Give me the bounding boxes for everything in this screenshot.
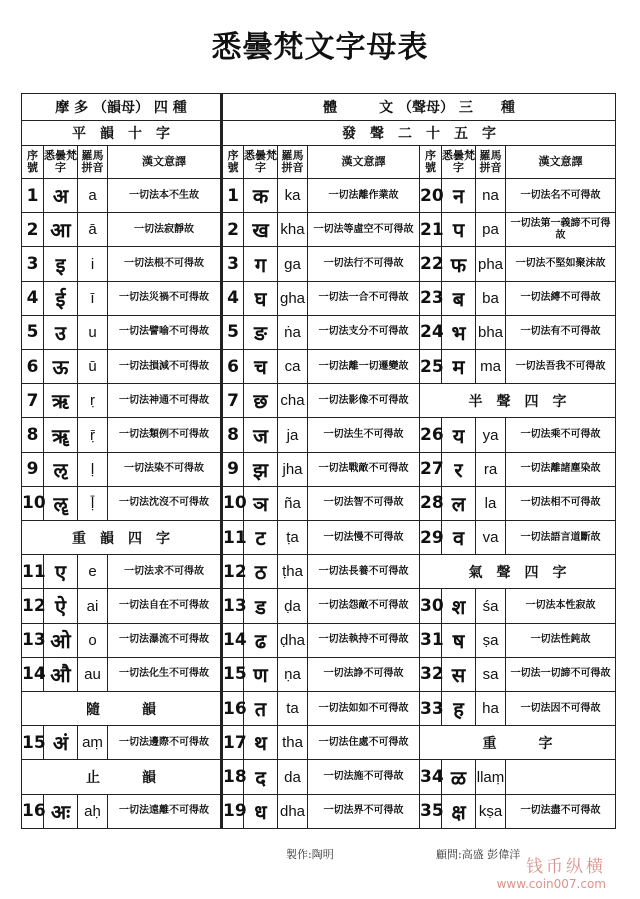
chinese-translation: 一切法一合不可得故	[308, 281, 420, 315]
romanization: i	[78, 247, 108, 281]
chinese-translation: 一切法沈沒不可得故	[108, 486, 222, 520]
siddham-glyph: ह	[442, 692, 476, 726]
table-row	[22, 657, 616, 691]
chinese-translation: 一切法慢不可得故	[308, 521, 420, 555]
chinese-translation: 一切法一切諦不可得故	[506, 657, 616, 691]
advisor-credit: 顧問:高盛 彭偉洋	[436, 848, 521, 861]
chinese-translation: 一切法名不可得故	[506, 179, 616, 213]
siddham-glyph: ष	[442, 623, 476, 657]
romanization: gha	[278, 281, 308, 315]
romanization: la	[476, 486, 506, 520]
letter-number: 20	[420, 179, 442, 213]
romanization: ṭha	[278, 555, 308, 589]
romanization: ṛ	[78, 384, 108, 418]
watermark-text: 钱币纵横	[526, 857, 606, 877]
siddham-glyph: म	[442, 350, 476, 384]
letter-number: 2	[22, 213, 44, 247]
siddham-glyph: ध	[244, 794, 278, 828]
letter-number: 4	[22, 281, 44, 315]
romanization: ḷ	[78, 452, 108, 486]
romanization: jha	[278, 452, 308, 486]
romanization: ṅa	[278, 315, 308, 349]
letter-number: 18	[222, 760, 244, 794]
letter-number: 15	[22, 726, 44, 760]
chinese-translation: 一切法自在不可得故	[108, 589, 222, 623]
letter-number: 26	[420, 418, 442, 452]
siddham-glyph: ठ	[244, 555, 278, 589]
romanization: ma	[476, 350, 506, 384]
romanization: aṃ	[78, 726, 108, 760]
table-row	[22, 247, 616, 281]
siddham-glyph: प	[442, 213, 476, 247]
romanization: ai	[78, 589, 108, 623]
siddham-glyph: ग	[244, 247, 278, 281]
section-breath-consonants: 氣 聲 四 字	[420, 555, 616, 589]
romanization: a	[78, 179, 108, 213]
romanization: ha	[476, 692, 506, 726]
romanization: ta	[278, 692, 308, 726]
siddham-glyph: भ	[442, 315, 476, 349]
romanization: o	[78, 623, 108, 657]
col-header-siddham: 悉曇梵字	[44, 146, 78, 179]
romanization: cha	[278, 384, 308, 418]
letter-number: 24	[420, 315, 442, 349]
siddham-glyph: आ	[44, 213, 78, 247]
letter-number: 8	[222, 418, 244, 452]
chinese-translation: 一切法行不可得故	[308, 247, 420, 281]
table-row	[22, 486, 616, 520]
letter-number: 12	[222, 555, 244, 589]
romanization: ṇa	[278, 657, 308, 691]
siddham-glyph: ज	[244, 418, 278, 452]
romanization: u	[78, 315, 108, 349]
letter-number: 33	[420, 692, 442, 726]
table-row	[22, 384, 616, 418]
letter-number: 25	[420, 350, 442, 384]
chinese-translation: 一切法類例不可得故	[108, 418, 222, 452]
table-row	[22, 315, 616, 349]
letter-number: 7	[22, 384, 44, 418]
romanization: ṣa	[476, 623, 506, 657]
romanization: aḥ	[78, 794, 108, 828]
chinese-translation: 一切法遠離不可得故	[108, 794, 222, 828]
alphabet-table-wrap	[21, 93, 615, 828]
chinese-translation: 一切法語言道斷故	[506, 521, 616, 555]
siddham-glyph: झ	[244, 452, 278, 486]
chinese-translation: 一切法災禍不可得故	[108, 281, 222, 315]
chinese-translation: 一切法怨敵不可得故	[308, 589, 420, 623]
letter-number: 13	[222, 589, 244, 623]
alphabet-table	[21, 93, 616, 829]
romanization: ḹ	[78, 486, 108, 520]
table-row	[22, 418, 616, 452]
chinese-translation: 一切法離諸塵染故	[506, 452, 616, 486]
col-header-translation: 漢文意譯	[308, 146, 420, 179]
siddham-glyph: ओ	[44, 623, 78, 657]
siddham-glyph: थ	[244, 726, 278, 760]
table-row	[22, 692, 616, 726]
letter-number: 7	[222, 384, 244, 418]
romanization: ca	[278, 350, 308, 384]
col-header-no: 序號	[222, 146, 244, 179]
chinese-translation: 一切法譬喻不可得故	[108, 315, 222, 349]
col-header-translation: 漢文意譯	[506, 146, 616, 179]
letter-number: 2	[222, 213, 244, 247]
chinese-translation: 一切法相不可得故	[506, 486, 616, 520]
siddham-glyph: ऌ	[44, 452, 78, 486]
chinese-translation: 一切法化生不可得故	[108, 657, 222, 691]
letter-number: 1	[222, 179, 244, 213]
col-header-translation: 漢文意譯	[108, 146, 222, 179]
chinese-translation: 一切法如如不可得故	[308, 692, 420, 726]
letter-number: 14	[222, 623, 244, 657]
chinese-translation: 一切法有不可得故	[506, 315, 616, 349]
table-row	[22, 521, 616, 555]
romanization: ña	[278, 486, 308, 520]
siddham-glyph: क्ष	[442, 794, 476, 828]
table-row	[22, 213, 616, 247]
romanization: ja	[278, 418, 308, 452]
siddham-glyph: उ	[44, 315, 78, 349]
chinese-translation: 一切法本性寂故	[506, 589, 616, 623]
chinese-translation: 一切法瀑流不可得故	[108, 623, 222, 657]
romanization: ṝ	[78, 418, 108, 452]
romanization: sa	[476, 657, 506, 691]
col-header-siddham: 悉曇梵字	[244, 146, 278, 179]
siddham-glyph: द	[244, 760, 278, 794]
chinese-translation: 一切法縛不可得故	[506, 281, 616, 315]
table-row	[22, 555, 616, 589]
table-row	[22, 623, 616, 657]
table-row	[22, 179, 616, 213]
letter-number: 6	[222, 350, 244, 384]
letter-number: 23	[420, 281, 442, 315]
section-half-consonants: 半 聲 四 字	[420, 384, 616, 418]
letter-number: 16	[222, 692, 244, 726]
letter-number: 22	[420, 247, 442, 281]
letter-number: 1	[22, 179, 44, 213]
chinese-translation: 一切法求不可得故	[108, 555, 222, 589]
siddham-glyph: ङ	[244, 315, 278, 349]
siddham-glyph: ई	[44, 281, 78, 315]
letter-number: 11	[222, 521, 244, 555]
chinese-translation: 一切法寂靜故	[108, 213, 222, 247]
letter-number: 10	[22, 486, 44, 520]
chinese-translation: 一切法邊際不可得故	[108, 726, 222, 760]
chinese-translation	[506, 760, 616, 794]
siddham-glyph: ळ	[442, 760, 476, 794]
letter-number: 6	[22, 350, 44, 384]
siddham-glyph: च	[244, 350, 278, 384]
letter-number: 30	[420, 589, 442, 623]
section-heavy-vowels: 重 韻 四 字	[22, 521, 222, 555]
siddham-glyph: क	[244, 179, 278, 213]
romanization: tha	[278, 726, 308, 760]
siddham-glyph: ऋ	[44, 384, 78, 418]
chinese-translation: 一切法等虛空不可得故	[308, 213, 420, 247]
letter-number: 34	[420, 760, 442, 794]
letter-number: 27	[420, 452, 442, 486]
vowels-header: 摩 多 （韻母） 四 種	[22, 94, 222, 121]
vowel-subheader: 平 韻 十 字	[22, 121, 222, 146]
siddham-glyph: अ	[44, 179, 78, 213]
col-header-roman: 羅馬拼音	[78, 146, 108, 179]
table-row	[22, 281, 616, 315]
letter-number: 16	[22, 794, 44, 828]
chinese-translation: 一切法住處不可得故	[308, 726, 420, 760]
page-title: 悉曇梵文字母表	[211, 30, 429, 65]
letter-number: 9	[22, 452, 44, 486]
table-row	[22, 726, 616, 760]
letter-number: 12	[22, 589, 44, 623]
letter-number: 17	[222, 726, 244, 760]
watermark	[497, 852, 606, 891]
siddham-glyph: ल	[442, 486, 476, 520]
watermark-url: www.coin007.com	[496, 877, 606, 891]
romanization: na	[476, 179, 506, 213]
chinese-translation: 一切法支分不可得故	[308, 315, 420, 349]
letter-number: 28	[420, 486, 442, 520]
siddham-glyph: ख	[244, 213, 278, 247]
letter-number: 13	[22, 623, 44, 657]
chinese-translation: 一切法不堅如聚沫故	[506, 247, 616, 281]
col-header-siddham: 悉曇梵字	[442, 146, 476, 179]
chinese-translation: 一切法界不可得故	[308, 794, 420, 828]
romanization: ra	[476, 452, 506, 486]
romanization: e	[78, 555, 108, 589]
letter-number: 5	[22, 315, 44, 349]
letter-number: 5	[222, 315, 244, 349]
romanization: pa	[476, 213, 506, 247]
siddham-glyph: ड	[244, 589, 278, 623]
siddham-glyph: फ	[442, 247, 476, 281]
chinese-translation: 一切法執持不可得故	[308, 623, 420, 657]
letter-number: 19	[222, 794, 244, 828]
chinese-translation: 一切法智不可得故	[308, 486, 420, 520]
romanization: au	[78, 657, 108, 691]
chinese-translation: 一切法施不可得故	[308, 760, 420, 794]
chinese-translation: 一切法本不生故	[108, 179, 222, 213]
chinese-translation: 一切法神通不可得故	[108, 384, 222, 418]
letter-number: 21	[420, 213, 442, 247]
maker-credit: 製作:陶明	[286, 848, 334, 861]
section-double-consonants: 重 字	[420, 726, 616, 760]
table-row	[22, 350, 616, 384]
romanization: pha	[476, 247, 506, 281]
col-header-no: 序號	[22, 146, 44, 179]
chinese-translation: 一切法諍不可得故	[308, 657, 420, 691]
letter-number: 32	[420, 657, 442, 691]
letter-number: 35	[420, 794, 442, 828]
siddham-glyph: ॡ	[44, 486, 78, 520]
letter-number: 15	[222, 657, 244, 691]
siddham-glyph: श	[442, 589, 476, 623]
siddham-glyph: ब	[442, 281, 476, 315]
col-header-roman: 羅馬拼音	[278, 146, 308, 179]
siddham-glyph: ऊ	[44, 350, 78, 384]
chinese-translation: 一切法因不可得故	[506, 692, 616, 726]
table-row	[22, 794, 616, 828]
siddham-glyph: न	[442, 179, 476, 213]
romanization: ī	[78, 281, 108, 315]
romanization: śa	[476, 589, 506, 623]
romanization: ṭa	[278, 521, 308, 555]
letter-number: 31	[420, 623, 442, 657]
table-row	[22, 452, 616, 486]
romanization: dha	[278, 794, 308, 828]
letter-number: 29	[420, 521, 442, 555]
chinese-translation: 一切法吾我不可得故	[506, 350, 616, 384]
chinese-translation: 一切法離作業故	[308, 179, 420, 213]
siddham-glyph: ए	[44, 555, 78, 589]
letter-number: 14	[22, 657, 44, 691]
letter-number: 8	[22, 418, 44, 452]
romanization: kṣa	[476, 794, 506, 828]
siddham-glyph: ऐ	[44, 589, 78, 623]
romanization: kha	[278, 213, 308, 247]
siddham-glyph: ढ	[244, 623, 278, 657]
siddham-glyph: औ	[44, 657, 78, 691]
siddham-glyph: व	[442, 521, 476, 555]
chinese-translation: 一切法根不可得故	[108, 247, 222, 281]
romanization: ḍha	[278, 623, 308, 657]
siddham-glyph: ण	[244, 657, 278, 691]
chinese-translation: 一切法長養不可得故	[308, 555, 420, 589]
siddham-glyph: इ	[44, 247, 78, 281]
chinese-translation: 一切法影像不可得故	[308, 384, 420, 418]
siddham-glyph: स	[442, 657, 476, 691]
letter-number: 11	[22, 555, 44, 589]
siddham-glyph: ॠ	[44, 418, 78, 452]
siddham-glyph: अं	[44, 726, 78, 760]
chinese-translation: 一切法染不可得故	[108, 452, 222, 486]
siddham-glyph: त	[244, 692, 278, 726]
col-header-roman: 羅馬拼音	[476, 146, 506, 179]
chinese-translation: 一切法性鈍故	[506, 623, 616, 657]
section-sui-vowel: 隨 韻	[22, 692, 222, 726]
romanization: llaṃ	[476, 760, 506, 794]
letter-number: 10	[222, 486, 244, 520]
romanization: da	[278, 760, 308, 794]
romanization: ga	[278, 247, 308, 281]
chinese-translation: 一切法乘不可得故	[506, 418, 616, 452]
chinese-translation: 一切法戰敵不可得故	[308, 452, 420, 486]
siddham-glyph: र	[442, 452, 476, 486]
romanization: ḍa	[278, 589, 308, 623]
siddham-glyph: ट	[244, 521, 278, 555]
consonants-header: 體 文 （聲母） 三 種	[222, 94, 616, 121]
romanization: ū	[78, 350, 108, 384]
section-zhi-vowel: 止 韻	[22, 760, 222, 794]
consonant-subheader: 發 聲 二 十 五 字	[222, 121, 616, 146]
romanization: ka	[278, 179, 308, 213]
col-header-no: 序號	[420, 146, 442, 179]
romanization: ya	[476, 418, 506, 452]
siddham-glyph: ञ	[244, 486, 278, 520]
romanization: ā	[78, 213, 108, 247]
letter-number: 4	[222, 281, 244, 315]
chinese-translation: 一切法第一義諦不可得故	[506, 213, 616, 247]
letter-number: 3	[222, 247, 244, 281]
letter-number: 3	[22, 247, 44, 281]
chinese-translation: 一切法離一切遷變故	[308, 350, 420, 384]
table-row	[22, 589, 616, 623]
letter-number: 9	[222, 452, 244, 486]
romanization: ba	[476, 281, 506, 315]
romanization: va	[476, 521, 506, 555]
siddham-glyph: अः	[44, 794, 78, 828]
chinese-translation: 一切法盡不可得故	[506, 794, 616, 828]
chinese-translation: 一切法生不可得故	[308, 418, 420, 452]
chinese-translation: 一切法損減不可得故	[108, 350, 222, 384]
siddham-glyph: य	[442, 418, 476, 452]
siddham-glyph: घ	[244, 281, 278, 315]
romanization: bha	[476, 315, 506, 349]
table-row	[22, 760, 616, 794]
siddham-glyph: छ	[244, 384, 278, 418]
